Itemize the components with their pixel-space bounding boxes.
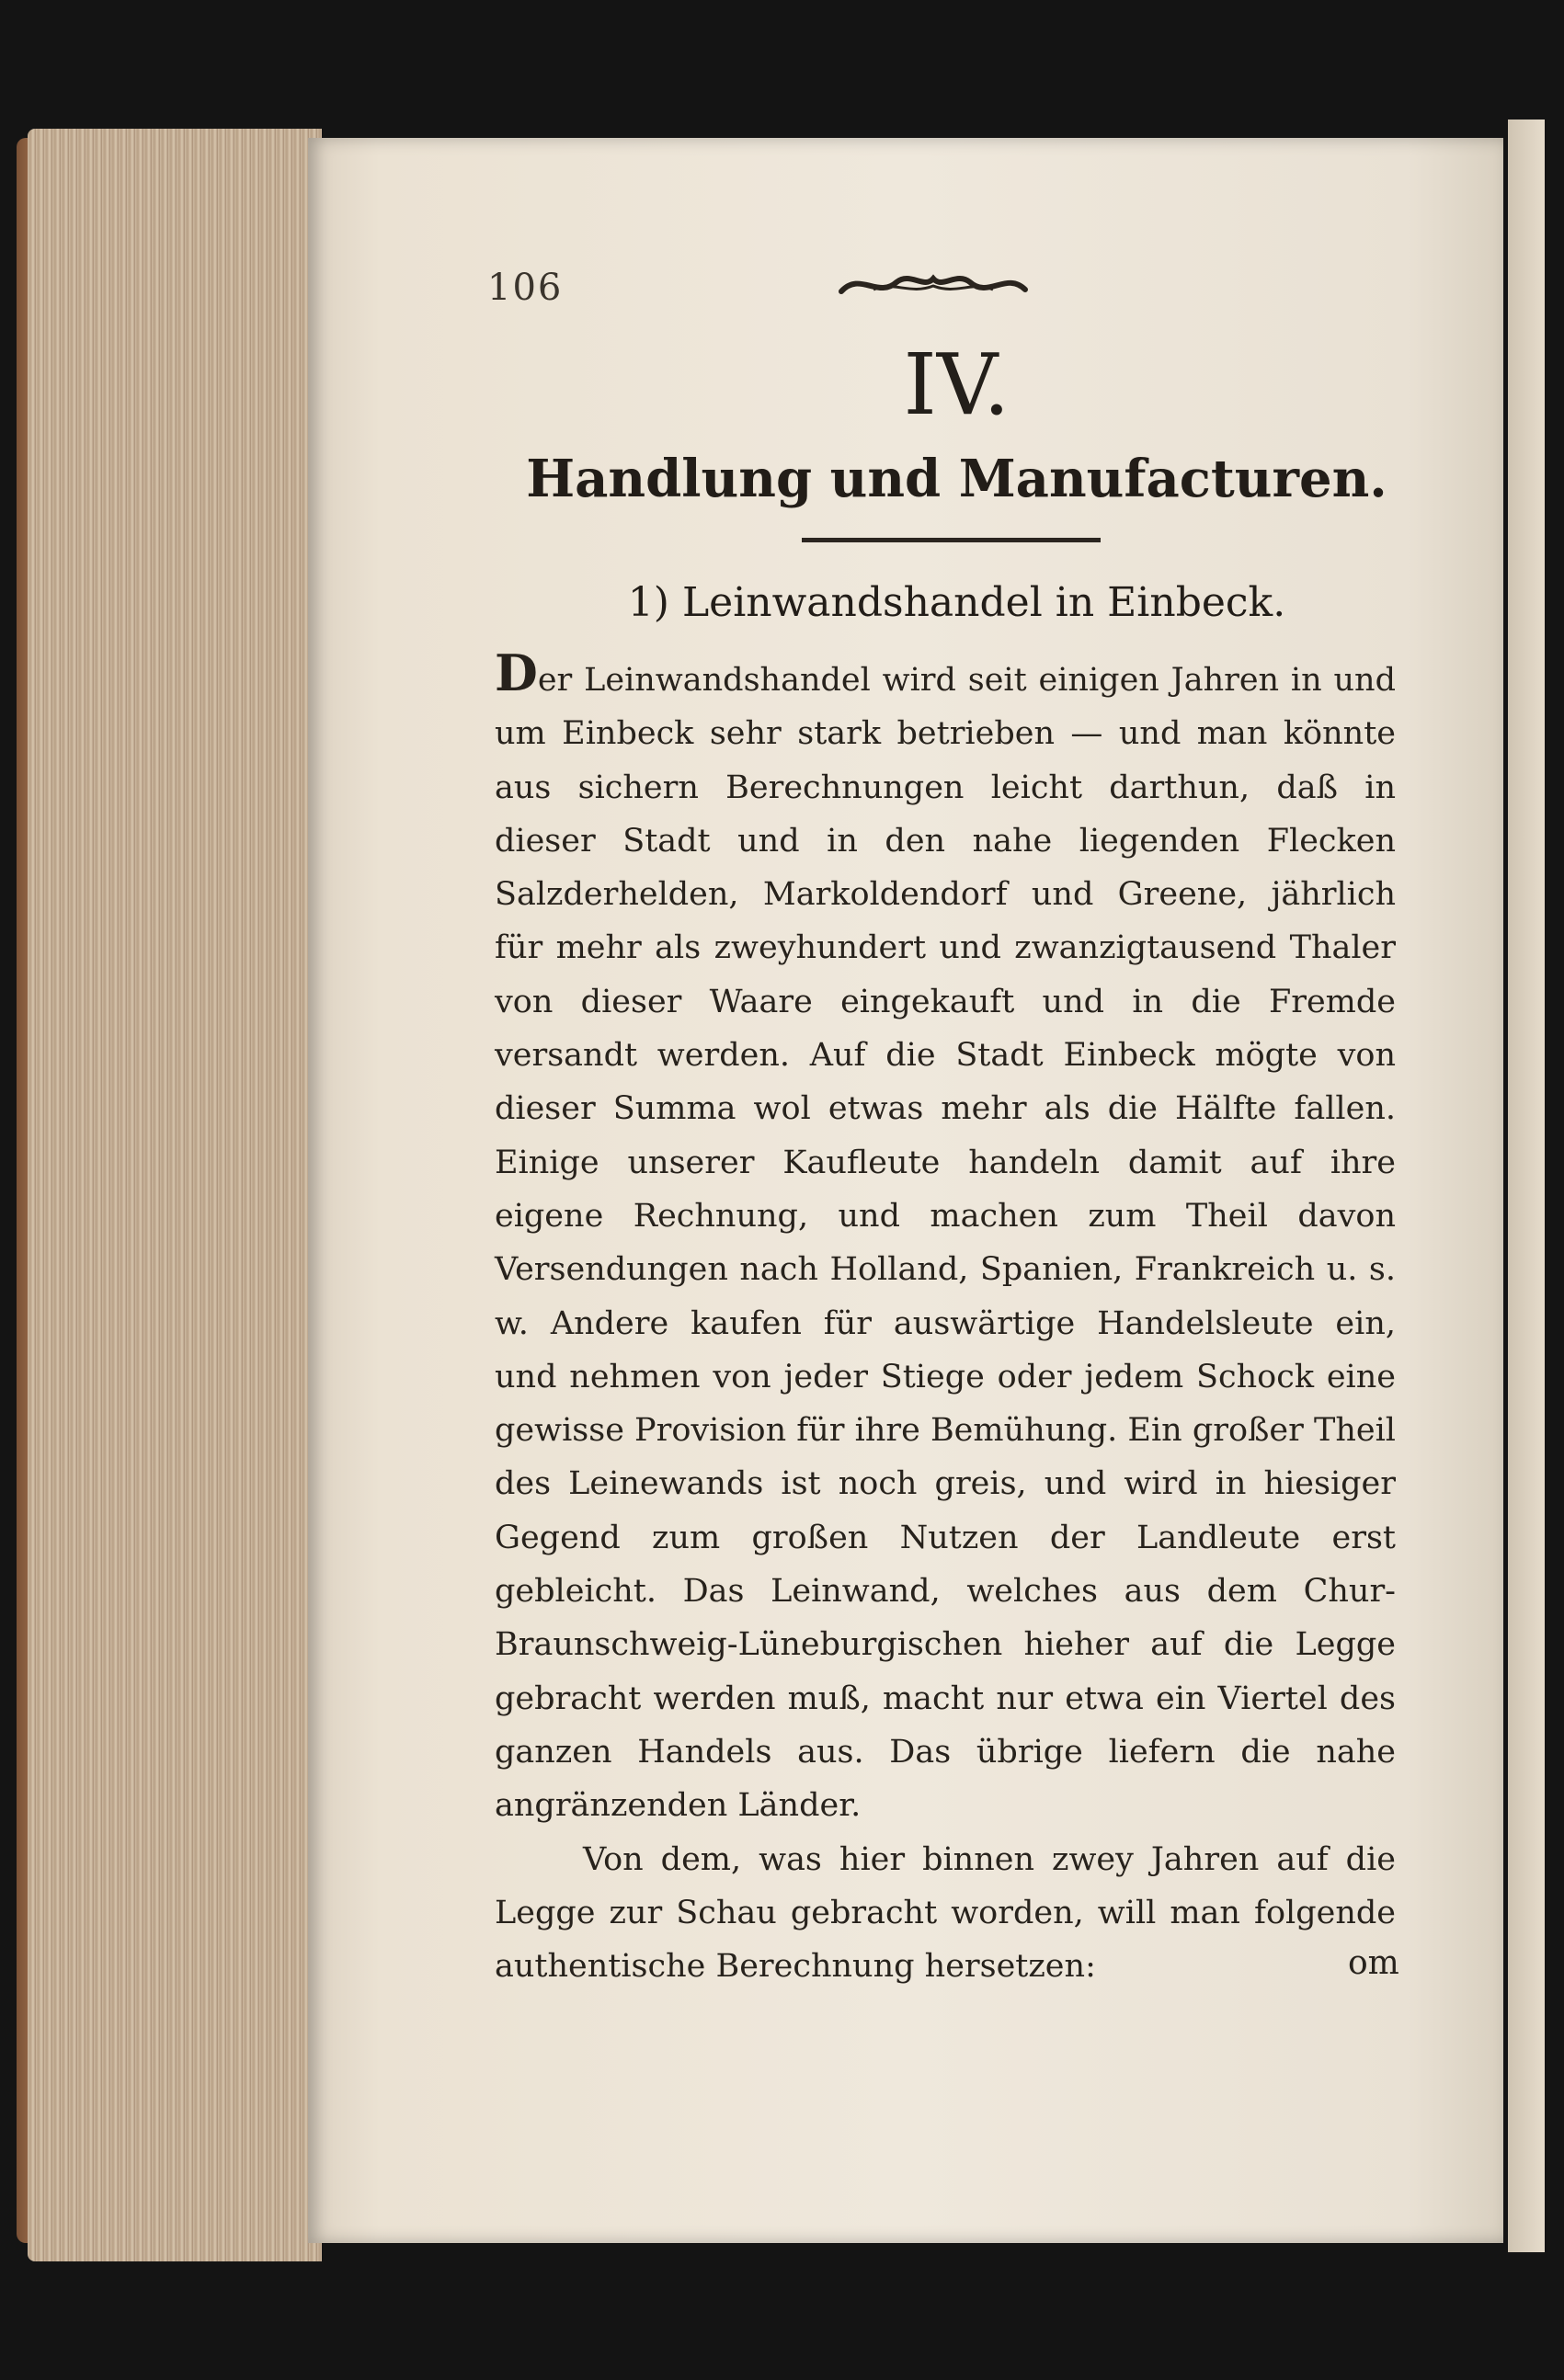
page-number: 106 — [487, 267, 564, 309]
paragraph-2: Von dem, was hier binnen zwey Jahren auf die Legge zur Schau gebracht worden, will man folgende authentische Berechnung hersetzen: — [495, 1840, 1396, 1986]
section-heading: 1) Leinwandshandel in Einbeck. — [627, 579, 1286, 626]
paragraph-1-text: er Leinwandshandel wird seit einigen Jahren in und um Einbeck sehr stark betrieben — und man könnte aus sichern Berechnungen leicht darthun, daß in dieser Stadt und in den nahe liegenden Flecken Salzderhelden, Markoldendorf und Greene, jährlich für mehr als zweyhundert und zwanzigtausend Thaler von dieser Waare eingekauft und in die Fremde versandt werden. Auf die Stadt Einbeck mögte von dieser Summa wol etwas mehr als die Hälfte fallen. Einige unserer Kaufleute handeln damit auf ihre eigene Rechnung, und machen zum Theil davon Versendungen nach Holland, Spanien, Frankreich u. s. w. Andere kaufen für auswärtige Handelsleute ein, und nehmen von jeder Stiege oder jedem Schock eine gewisse Provision für ihre Bemühung. Ein großer Theil des Leinewands ist noch greis, und wird in hiesiger Gegend zum großen Nutzen der Landleute erst gebleicht. Das Leinwand, welches aus dem Chur-Braunschweig-Lüneburgischen hieher auf die Legge gebracht werden muß, macht nur etwa ein Viertel des ganzen Handels aus. Das übrige liefern die nahe angränzenden Länder. — [495, 662, 1396, 1825]
drop-cap: D — [495, 643, 538, 702]
body-text — [495, 643, 1396, 1993]
title-divider — [802, 538, 1101, 542]
chapter-title: Handlung und Manufacturen. — [526, 449, 1387, 509]
paragraph-1 — [495, 643, 1396, 1833]
facing-page-edge — [1508, 120, 1545, 2252]
ornament-flourish — [837, 262, 1030, 308]
catchword: om — [1348, 1944, 1399, 1982]
chapter-numeral: IV. — [903, 336, 1010, 434]
